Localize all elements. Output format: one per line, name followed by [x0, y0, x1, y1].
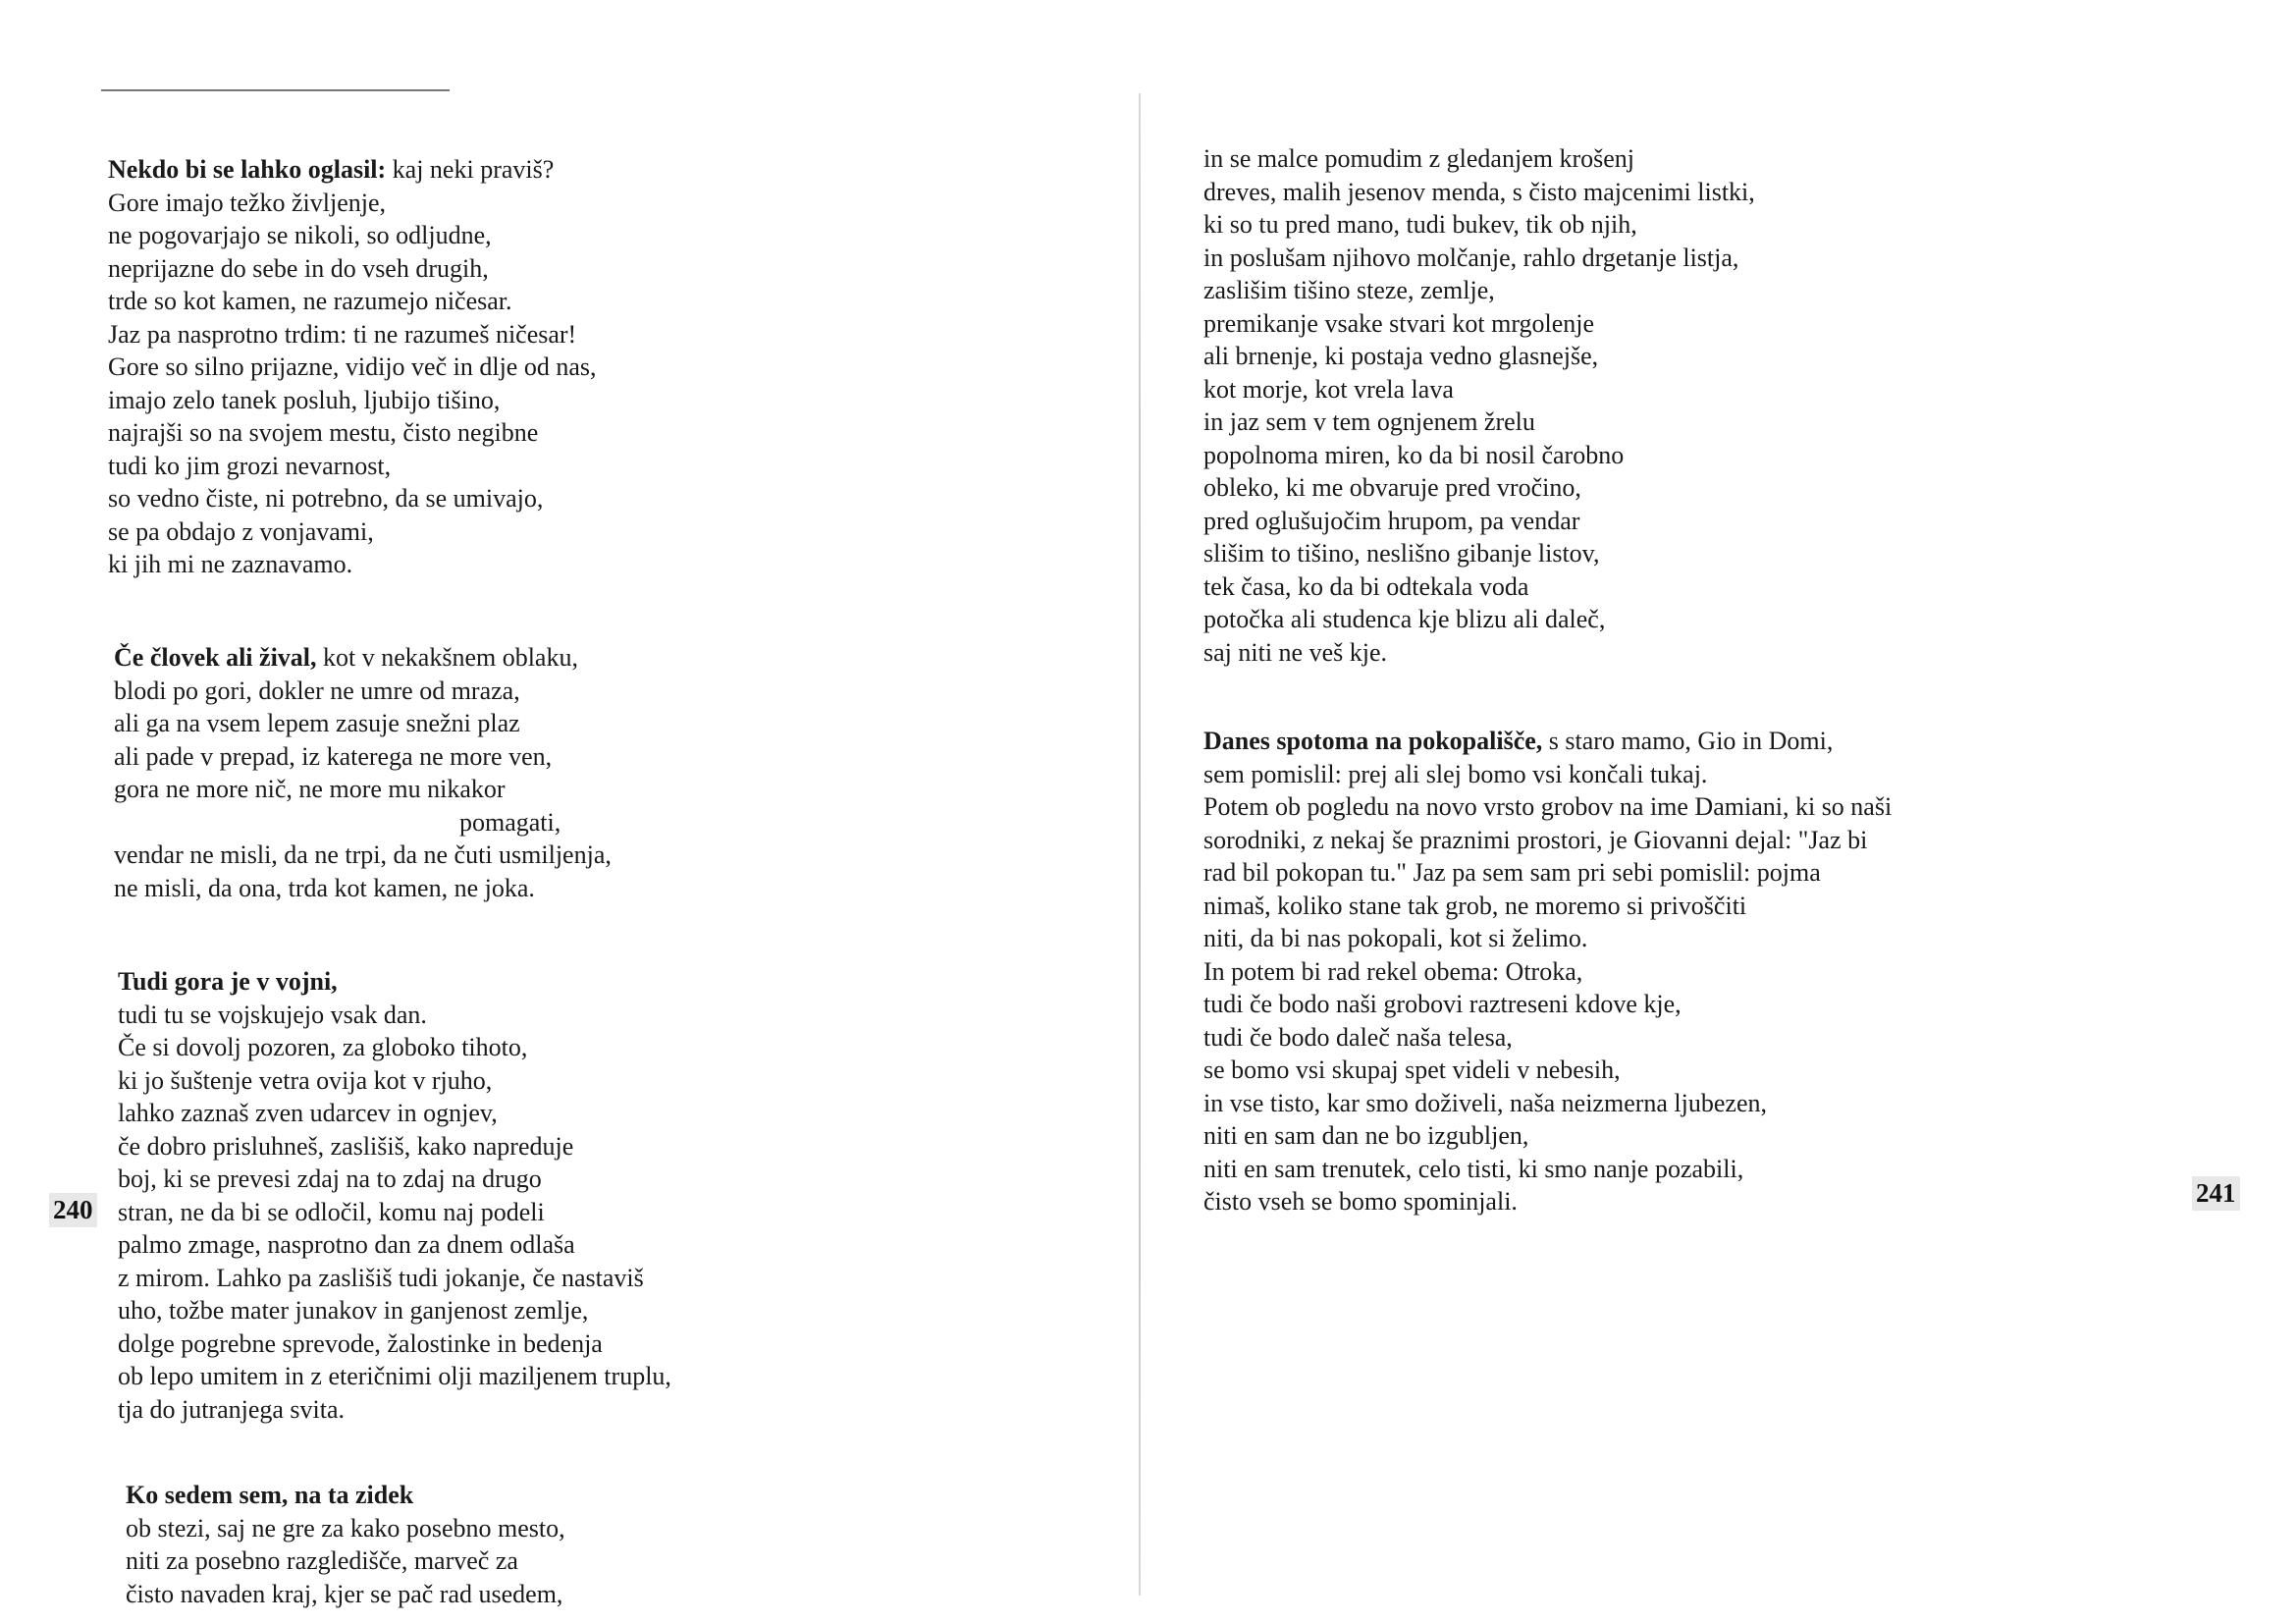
verse-line: Potem ob pogledu na novo vrsto grobov na ime Damiani, ki so naši	[1203, 792, 1893, 821]
verse-line: Jaz pa nasprotno trdim: ti ne razumeš ničesar!	[108, 319, 577, 349]
verse-line: ne misli, da ona, trda kot kamen, ne joka.	[114, 873, 535, 902]
verse-line: potočka ali studenca kje blizu ali daleč,	[1203, 605, 1606, 633]
stanza-lead: Tudi gora je v vojni,	[118, 967, 338, 996]
verse-line: tudi če bodo daleč naša telesa,	[1203, 1022, 1513, 1052]
verse-line: Gore so silno prijazne, vidijo več in dlje od nas,	[108, 352, 597, 381]
stanza	[118, 965, 671, 1426]
verse-line: niti za posebno razgledišče, marveč za	[126, 1546, 518, 1575]
verse-line: obleko, ki me obvaruje pred vročino,	[1203, 473, 1581, 502]
verse-line: zaslišim tišino steze, zemlje,	[1203, 276, 1495, 304]
page-number: 240	[49, 1193, 97, 1227]
verse-line: ali brnenje, ki postaja vedno glasnejše,	[1203, 342, 1599, 370]
verse-line: trde so kot kamen, ne razumejo ničesar.	[108, 287, 512, 315]
verse-line: Če si dovolj pozoren, za globoko tihoto,	[118, 1033, 528, 1061]
stanza	[1203, 142, 1755, 669]
verse-line: pred oglušujočim hrupom, pa vendar	[1203, 506, 1580, 535]
verse-line: pomagati,	[459, 807, 561, 837]
verse-line: in poslušam njihovo molčanje, rahlo drgetanje listja,	[1203, 243, 1739, 272]
verse-line: popolnoma miren, ko da bi nosil čarobno	[1203, 440, 1625, 469]
verse-line: so vedno čiste, ni potrebno, da se umivajo,	[108, 484, 544, 513]
verse-line: ki so tu pred mano, tudi bukev, tik ob njih,	[1203, 210, 1637, 239]
verse-line: dreves, malih jesenov menda, s čisto majcenimi listki,	[1203, 177, 1755, 206]
verse-line: tja do jutranjega svita.	[118, 1394, 346, 1424]
verse-line: gora ne more nič, ne more mu nikakor	[114, 775, 506, 803]
verse-line: se bomo vsi skupaj spet videli v nebesih,	[1203, 1056, 1621, 1084]
right-page	[1139, 0, 2296, 1624]
stanza-first-line	[1203, 142, 1755, 176]
verse-line: najrajši so na svojem mestu, čisto negibne	[108, 418, 539, 447]
verse-line: slišim to tišino, neslišno gibanje listov,	[1203, 539, 1600, 568]
stanza-first-rest: s staro mamo, Gio in Domi,	[1542, 727, 1834, 755]
header-rule	[101, 89, 450, 91]
verse-line: imajo zelo tanek posluh, ljubijo tišino,	[108, 385, 501, 414]
verse-line: tudi ko jim grozi nevarnost,	[108, 451, 392, 480]
verse-line: ki jih mi ne zaznavamo.	[108, 550, 353, 578]
verse-line: čisto vseh se bomo spominjali.	[1203, 1187, 1518, 1216]
verse-line: boj, ki se prevesi zdaj na to zdaj na drugo	[118, 1164, 542, 1193]
stanza-first-line	[1203, 725, 1892, 758]
left-page	[0, 0, 1139, 1624]
verse-line: stran, ne da bi se odločil, komu naj podeli	[118, 1197, 545, 1226]
verse-line: tek časa, ko da bi odtekala voda	[1203, 571, 1529, 601]
verse-line: z mirom. Lahko pa zaslišiš tudi jokanje, če nastaviš	[118, 1263, 644, 1292]
page-number: 241	[2192, 1176, 2240, 1211]
stanza-first-line	[108, 153, 597, 187]
verse-line: niti, da bi nas pokopali, kot si želimo.	[1203, 924, 1588, 952]
verse-line: In potem bi rad rekel obema: Otroka,	[1203, 956, 1583, 986]
stanza	[1203, 725, 1892, 1218]
stanza	[126, 1479, 565, 1610]
verse-line: niti en sam dan ne bo izgubljen,	[1203, 1121, 1529, 1150]
verse-line: ki jo šuštenje vetra ovija kot v rjuho,	[118, 1065, 493, 1095]
verse-line: neprijazne do sebe in do vseh drugih,	[108, 253, 489, 283]
verse-line: saj niti ne veš kje.	[1203, 637, 1388, 667]
stanza-first-rest: kot v nekakšnem oblaku,	[316, 643, 578, 672]
stanza-first-rest: kaj neki praviš?	[386, 155, 555, 184]
stanza-lead: Danes spotoma na pokopališče,	[1203, 727, 1543, 755]
verse-line: ne pogovarjajo se nikoli, so odljudne,	[108, 221, 492, 249]
verse-line: sem pomislil: prej ali slej bomo vsi končali tukaj.	[1203, 759, 1708, 788]
verse-line: palmo zmage, nasprotno dan za dnem odlaša	[118, 1230, 575, 1259]
verse-line: dolge pogrebne sprevode, žalostinke in bedenja	[118, 1328, 603, 1358]
stanza-lead: Ko sedem sem, na ta zidek	[126, 1481, 414, 1509]
stanza-lead: Nekdo bi se lahko oglasil:	[108, 155, 387, 184]
verse-line: vendar ne misli, da ne trpi, da ne čuti usmiljenja,	[114, 840, 612, 869]
verse-line: če dobro prisluhneš, zaslišiš, kako napreduje	[118, 1131, 574, 1161]
verse-line: lahko zaznaš zven udarcev in ognjev,	[118, 1099, 498, 1127]
stanza-first-line	[114, 641, 612, 675]
verse-line: nimaš, koliko stane tak grob, ne moremo si privoščiti	[1203, 891, 1747, 920]
stanza-first-line	[126, 1479, 565, 1512]
verse-line: kot morje, kot vrela lava	[1203, 374, 1454, 404]
stanza	[108, 153, 597, 581]
verse-line: ali ga na vsem lepem zasuje snežni plaz	[114, 709, 520, 737]
verse-line: ali pade v prepad, iz katerega ne more ven,	[114, 741, 553, 771]
stanza-first-rest: in se malce pomudim z gledanjem krošenj	[1203, 144, 1634, 173]
verse-line: premikanje vsake stvari kot mrgolenje	[1203, 308, 1595, 338]
verse-line: rad bil pokopan tu." Jaz pa sem sam pri sebi pomislil: pojma	[1203, 858, 1821, 887]
verse-line: ob stezi, saj ne gre za kako posebno mesto,	[126, 1513, 565, 1543]
stanza	[114, 641, 612, 904]
verse-line: ob lepo umitem in z eteričnimi olji maziljenem truplu,	[118, 1362, 671, 1390]
verse-line: Gore imajo težko življenje,	[108, 188, 387, 217]
verse-line: uho, tožbe mater junakov in ganjenost zemlje,	[118, 1296, 589, 1325]
stanza-first-line	[118, 965, 671, 999]
verse-line: sorodniki, z nekaj še praznimi prostori, je Giovanni dejal: "Jaz bi	[1203, 825, 1868, 854]
verse-line: niti en sam trenutek, celo tisti, ki smo nanje pozabili,	[1203, 1154, 1744, 1183]
verse-line: tudi tu se vojskujejo vsak dan.	[118, 1000, 427, 1029]
stanza-lead: Če človek ali žival,	[114, 643, 317, 672]
verse-line: tudi če bodo naši grobovi raztreseni kdove kje,	[1203, 990, 1682, 1018]
verse-line: in jaz sem v tem ognjenem žrelu	[1203, 407, 1535, 436]
verse-line: čisto navaden kraj, kjer se pač rad usedem,	[126, 1579, 563, 1608]
verse-line: in vse tisto, kar smo doživeli, naša neizmerna ljubezen,	[1203, 1088, 1767, 1117]
verse-line: se pa obdajo z vonjavami,	[108, 516, 374, 546]
verse-line: blodi po gori, dokler ne umre od mraza,	[114, 676, 520, 705]
